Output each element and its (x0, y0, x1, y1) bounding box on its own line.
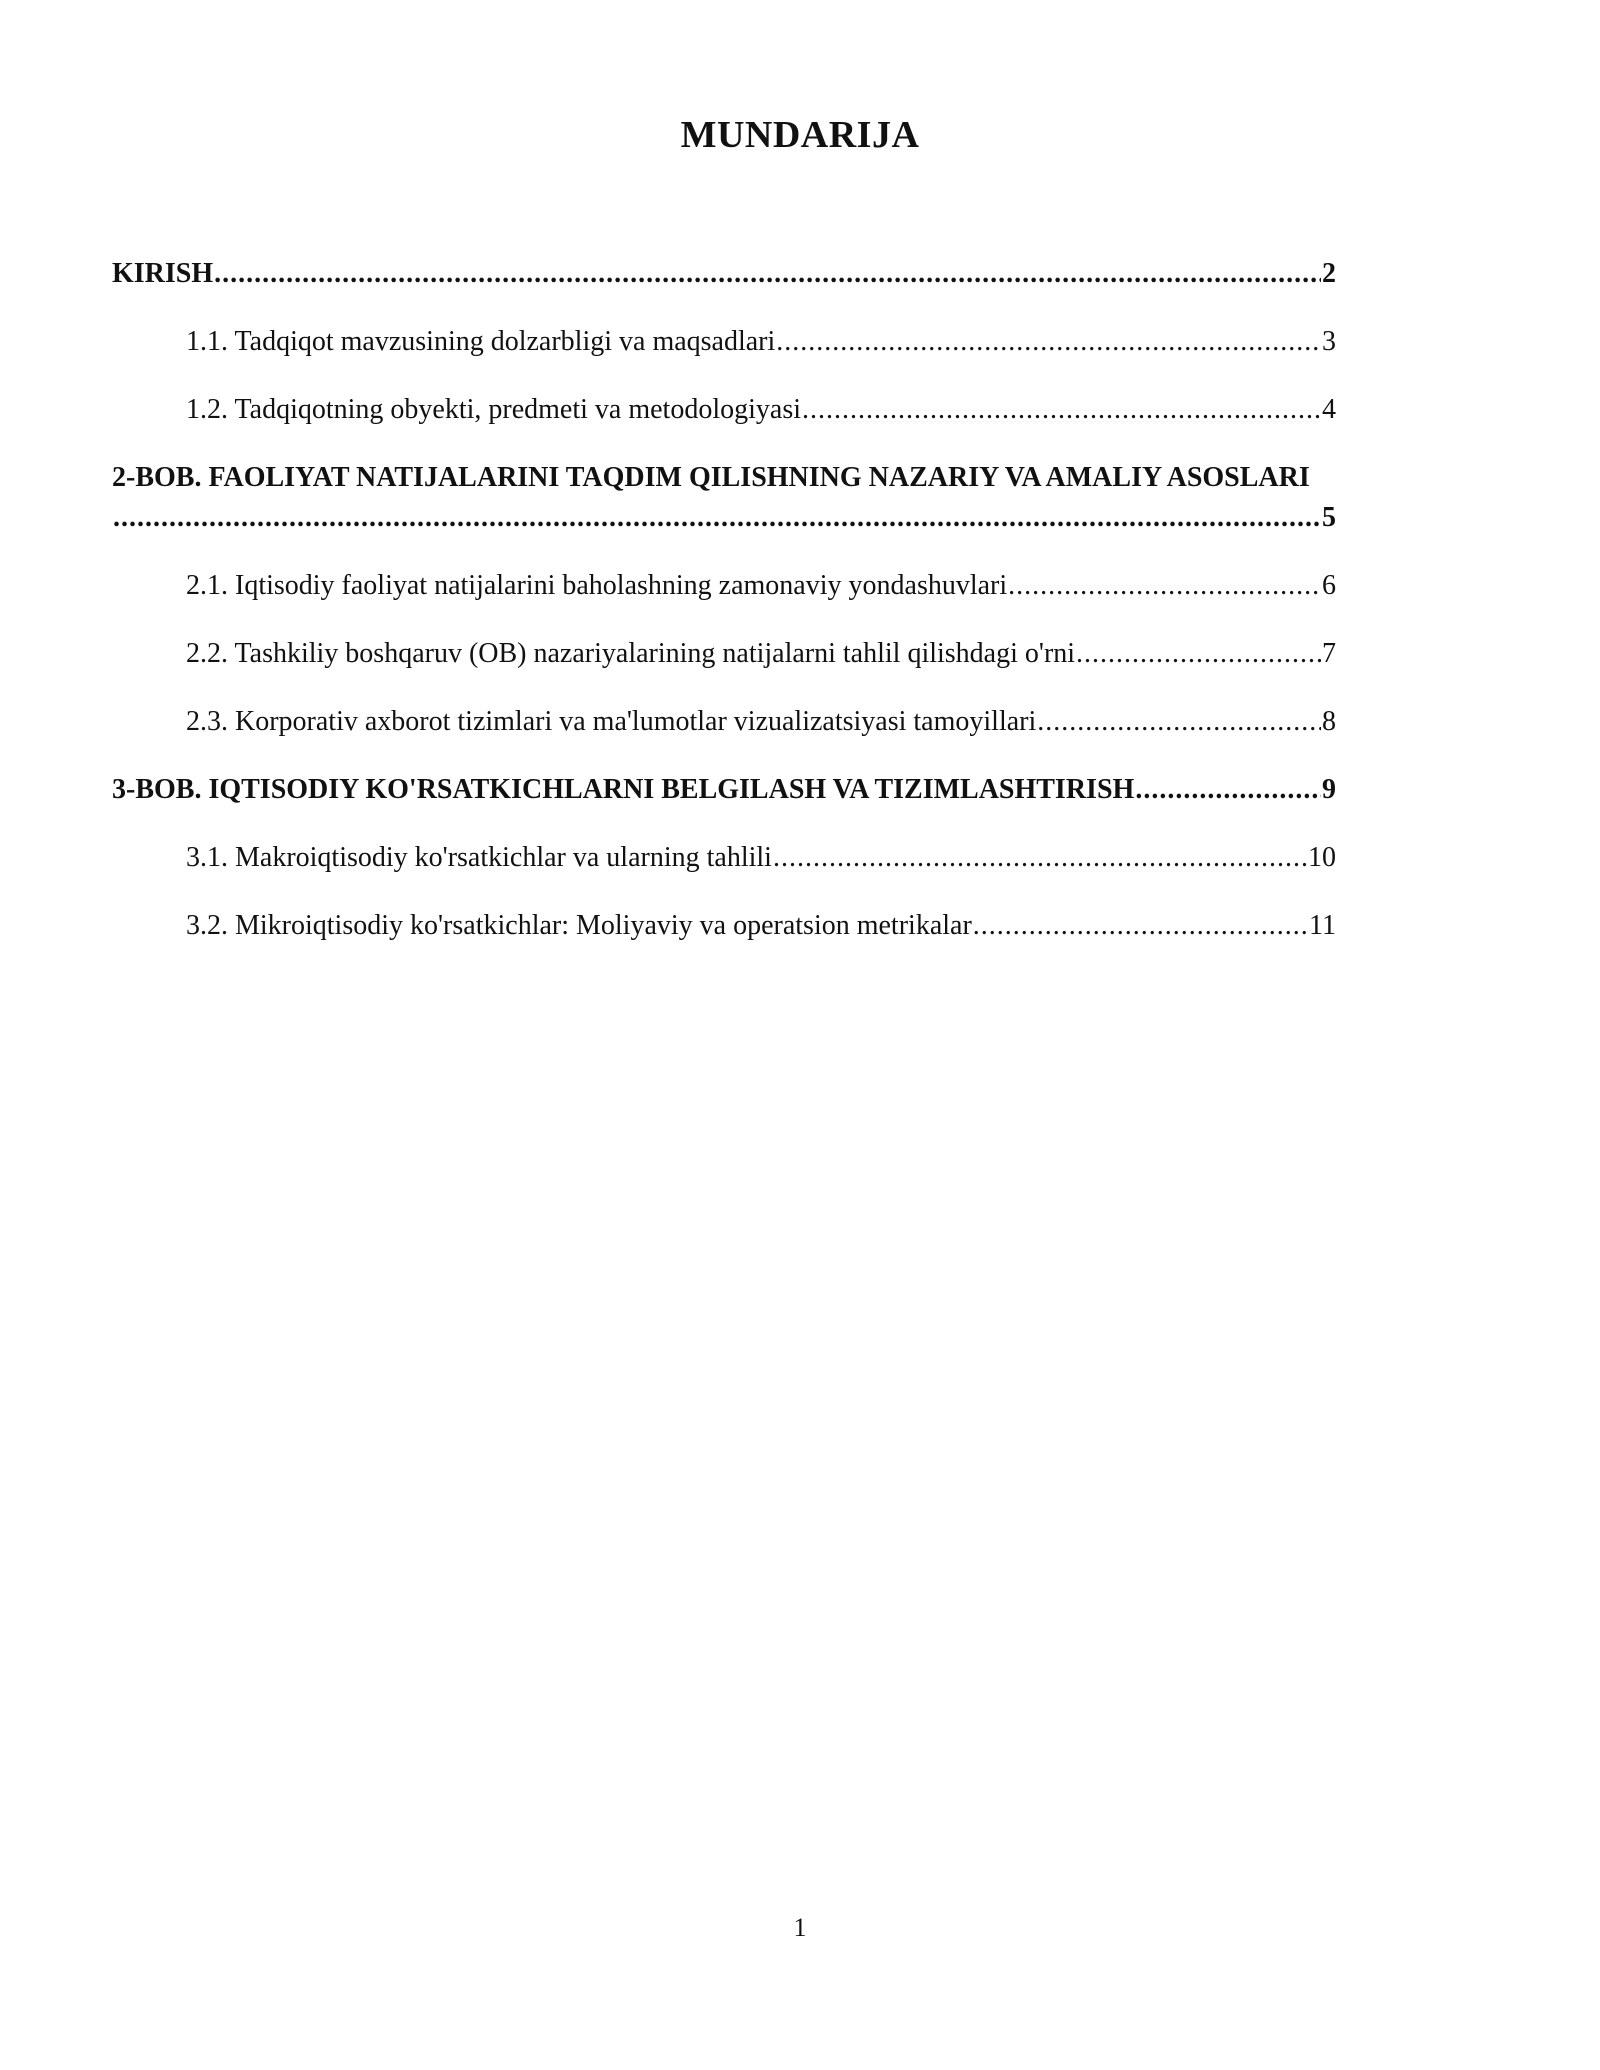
dot-leader (776, 322, 1321, 362)
toc-entry-label: 1.2. Tadqiqotning obyekti, predmeti va metodologiyasi (186, 394, 801, 425)
toc-entry-continuation (112, 498, 1336, 538)
toc-entry-page: 4 (1322, 394, 1336, 425)
toc-entry-label: 2.3. Korporativ axborot tizimlari va ma'lumotlar vizualizatsiyasi tamoyillari (186, 706, 1037, 737)
toc-entry-label: 3-BOB. IQTISODIY KO'RSATKICHLARNI BELGILASH VA TIZIMLASHTIRISH (112, 774, 1135, 805)
toc-entry-label: 1.1. Tadqiqot mavzusining dolzarbligi va maqsadlari (186, 326, 776, 357)
toc-entry-page: 7 (1322, 638, 1336, 669)
toc-entry-label: 2.2. Tashkiliy boshqaruv (OB) nazariyalarining natijalarni tahlil qilishdagi o'rni (186, 638, 1076, 669)
toc-entry[interactable] (112, 566, 1336, 606)
toc-entry-page: 11 (1309, 910, 1336, 941)
toc-entry[interactable] (112, 390, 1336, 430)
table-of-contents (112, 254, 1336, 974)
toc-entry-page: 6 (1322, 570, 1336, 601)
toc-entry-label: 3.1. Makroiqtisodiy ko'rsatkichlar va ularning tahlili (186, 842, 772, 873)
toc-entry[interactable] (112, 458, 1336, 538)
toc-entry[interactable] (112, 634, 1336, 674)
toc-entry-label: KIRISH (112, 258, 214, 289)
dot-leader (802, 390, 1321, 430)
toc-entry-page: 8 (1322, 706, 1336, 737)
toc-entry-label: 3.2. Mikroiqtisodiy ko'rsatkichlar: Moliyaviy va operatsion metrikalar (186, 910, 972, 941)
toc-entry[interactable] (112, 254, 1336, 294)
toc-entry-page: 9 (1322, 774, 1336, 805)
toc-entry-label: 2.1. Iqtisodiy faoliyat natijalarini baholashning zamonaviy yondashuvlari (186, 570, 1008, 601)
dot-leader (1135, 770, 1321, 810)
dot-leader (973, 906, 1308, 946)
toc-entry-page: 3 (1322, 326, 1336, 357)
toc-entry-page: 5 (1322, 502, 1336, 533)
toc-entry[interactable] (112, 702, 1336, 742)
toc-entry[interactable] (112, 322, 1336, 362)
dot-leader (214, 254, 1321, 294)
toc-entry-label: 2-BOB. FAOLIYAT NATIJALARINI TAQDIM QILISHNING NAZARIY VA AMALIY ASOSLARI (112, 462, 1310, 493)
dot-leader (1076, 634, 1321, 674)
toc-entry[interactable] (112, 838, 1336, 878)
page-title: MUNDARIJA (680, 114, 920, 156)
dot-leader (773, 838, 1307, 878)
page-number: 1 (793, 1913, 807, 1942)
toc-entry-page: 10 (1308, 842, 1336, 873)
toc-entry-page: 2 (1322, 258, 1336, 289)
toc-entry[interactable] (112, 906, 1336, 946)
dot-leader (1008, 566, 1321, 606)
dot-leader (1037, 702, 1321, 742)
dot-leader (113, 498, 1321, 538)
toc-entry[interactable] (112, 770, 1336, 810)
